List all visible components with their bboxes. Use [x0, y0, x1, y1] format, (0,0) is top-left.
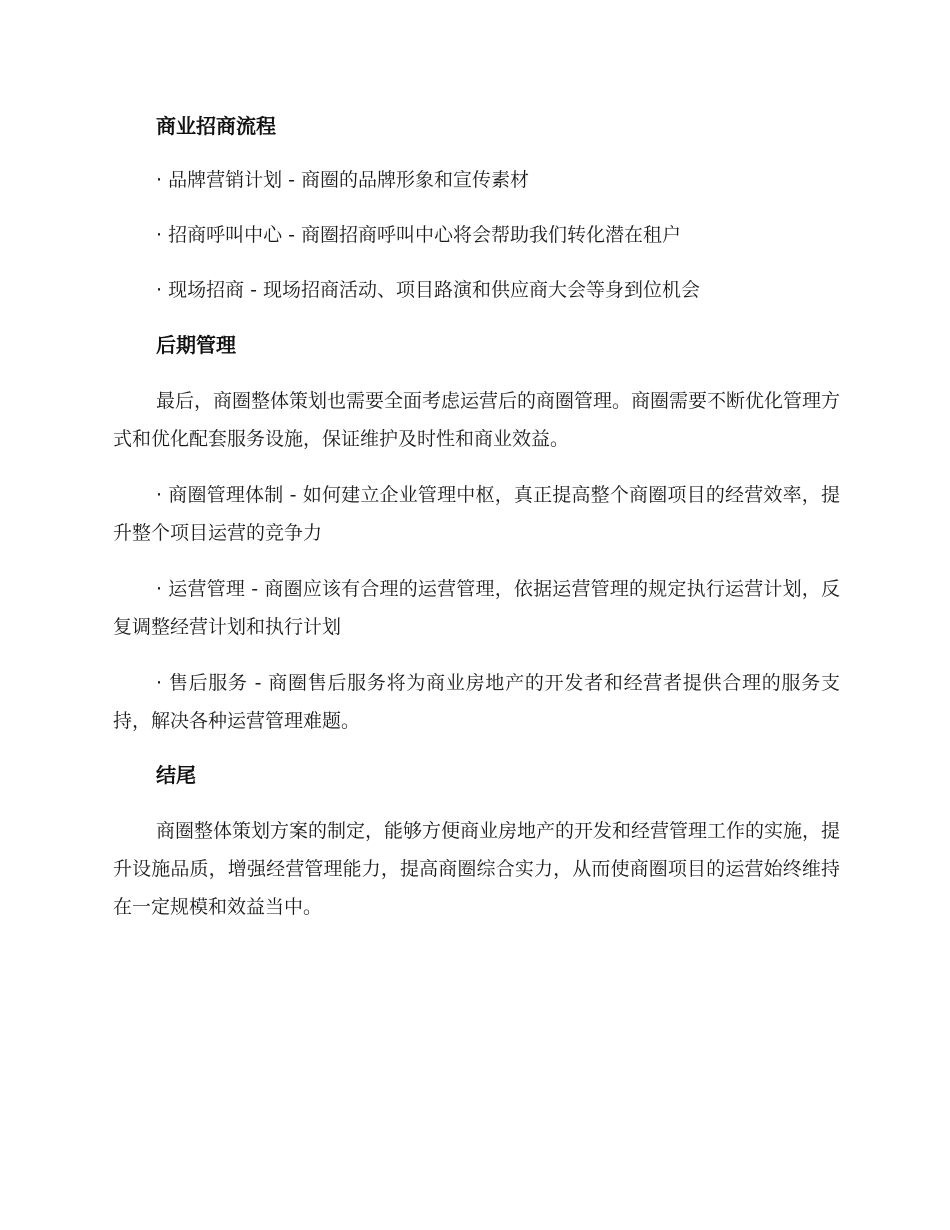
- section-heading-conclusion: 结尾: [156, 763, 196, 787]
- process-item-call-center: · 招商呼叫中心 - 商圈招商呼叫中心将会帮助我们转化潜在租户: [156, 224, 682, 246]
- process-item-onsite: · 现场招商 - 现场招商活动、项目路演和供应商大会等身到位机会: [156, 279, 701, 301]
- section-heading-management: 后期管理: [156, 333, 236, 357]
- management-item-system: · 商圈管理体制 - 如何建立企业管理中枢，真正提高整个商圈项目的经营效率，提升整个项目运营的竞争力: [113, 484, 840, 544]
- management-intro-paragraph: 最后，商圈整体策划也需要全面考虑运营后的商圈管理。商圈需要不断优化管理方式和优化配套服务设施，保证维护及时性和商业效益。: [113, 390, 841, 450]
- management-item-operations: · 运营管理 - 商圈应该有合理的运营管理，依据运营管理的规定执行运营计划，反复调整经营计划和执行计划: [113, 578, 840, 638]
- section-heading-process: 商业招商流程: [156, 114, 276, 138]
- management-item-after-sales: · 售后服务 - 商圈售后服务将为商业房地产的开发者和经营者提供合理的服务支持，解决各种运营管理难题。: [113, 672, 840, 732]
- conclusion-paragraph: 商圈整体策划方案的制定，能够方便商业房地产的开发和经营管理工作的实施，提升设施品质，增强经营管理能力，提高商圈综合实力，从而使商圈项目的运营始终维持在一定规模和效益当中。: [113, 820, 841, 918]
- process-item-brand-marketing: · 品牌营销计划 - 商圈的品牌形象和宣传素材: [156, 169, 530, 191]
- document-content: [113, 109, 840, 944]
